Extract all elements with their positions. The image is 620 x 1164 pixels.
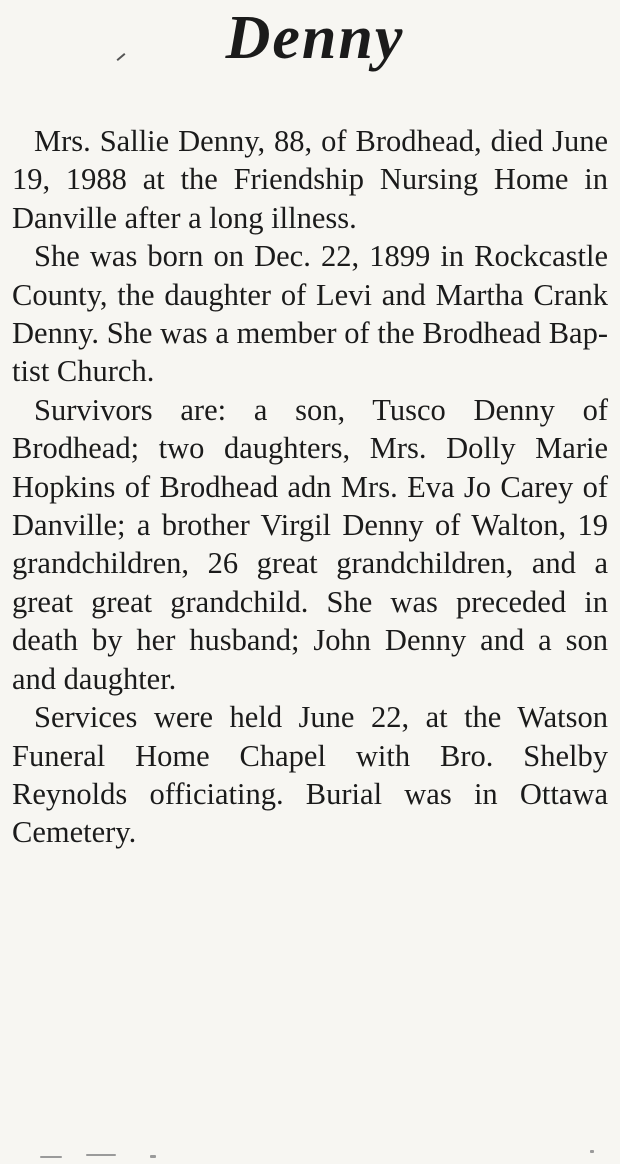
print-speck xyxy=(590,1150,594,1153)
paragraph-services: Services were held June 22, at the Watson Funeral Home Chapel with Bro. Shelby Reynolds officiating. Burial was in Ottawa Cemetery. xyxy=(12,700,608,850)
paragraph-death-notice: Mrs. Sallie Denny, 88, of Brodhead, died June 19, 1988 at the Friendship Nursing Home in Danville after a long illness. xyxy=(12,124,608,235)
print-speck xyxy=(150,1155,156,1158)
print-speck xyxy=(40,1156,62,1158)
obituary-body xyxy=(12,122,608,852)
obituary-headline: Denny xyxy=(225,4,405,72)
paragraph-birth-membership: She was born on Dec. 22, 1899 in Rockcastle County, the daughter of Levi and Martha Crank Denny. She was a member of the Brodhead Baptist Church. xyxy=(12,239,608,389)
print-speck xyxy=(86,1154,116,1156)
paragraph-survivors: Survivors are: a son, Tusco Denny of Brodhead; two daughters, Mrs. Dolly Marie Hopkins of Brodhead adn Mrs. Eva Jo Carey of Danville; a brother Virgil Denny of Walton, 19 grandchildren, 26 great grandchildren, and a great great grandchild. She was preceded in death by her husband; John Denny and a son and daughter. xyxy=(12,392,608,696)
